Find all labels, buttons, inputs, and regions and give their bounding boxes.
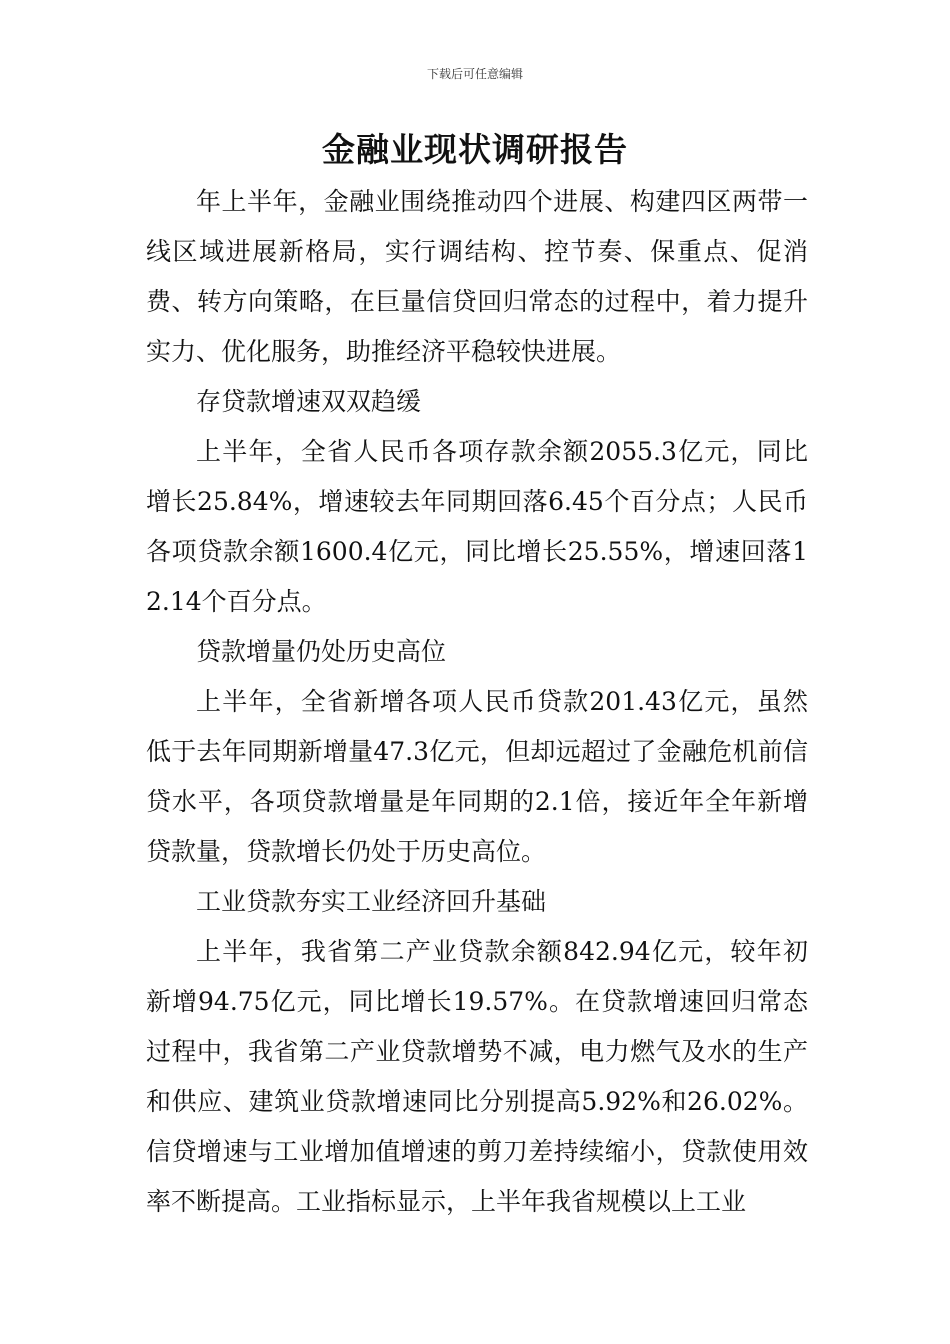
section-heading-deposits-loans: 存贷款增速双双趋缓 — [196, 387, 422, 416]
section-heading-loan-increment: 贷款增量仍处历史高位 — [196, 637, 447, 666]
paragraph-intro: 年上半年，金融业围绕推动四个进展、构建四区两带一线区域进展新格局，实行调结构、控节奏、保重点、促消费、转方向策略，在巨量信贷回归常态的过程中，着力提升实力、优化服务，助推经济平稳较快进展。 — [146, 187, 808, 366]
body-text — [146, 177, 808, 1227]
paragraph-loan-increment: 上半年，全省新增各项人民币贷款201.43亿元，虽然低于去年同期新增量47.3亿元，但却远超过了金融危机前信贷水平，各项贷款增量是年同期的2.1倍，接近年全年新增贷款量，贷款增长仍处于历史高位。 — [146, 687, 808, 866]
header-note: 下载后可任意编辑 — [426, 67, 523, 81]
page-title: 金融业现状调研报告 — [322, 130, 628, 169]
paragraph-deposits-loans: 上半年，全省人民币各项存款余额2055.3亿元，同比增长25.84%，增速较去年同期回落6.45个百分点；人民币各项贷款余额1600.4亿元，同比增长25.55%，增速回落12.14个百分点。 — [146, 437, 808, 616]
paragraph-industrial-loans: 上半年，我省第二产业贷款余额842.94亿元，较年初新增94.75亿元，同比增长19.57%。在贷款增速回归常态过程中，我省第二产业贷款增势不减，电力燃气及水的生产和供应、建筑业贷款增速同比分别提高5.92%和26.02%。信贷增速与工业增加值增速的剪刀差持续缩小，贷款使用效率不断提高。工业指标显示，上半年我省规模以上工业 — [146, 937, 808, 1216]
section-heading-industrial-loans: 工业贷款夯实工业经济回升基础 — [196, 887, 547, 916]
